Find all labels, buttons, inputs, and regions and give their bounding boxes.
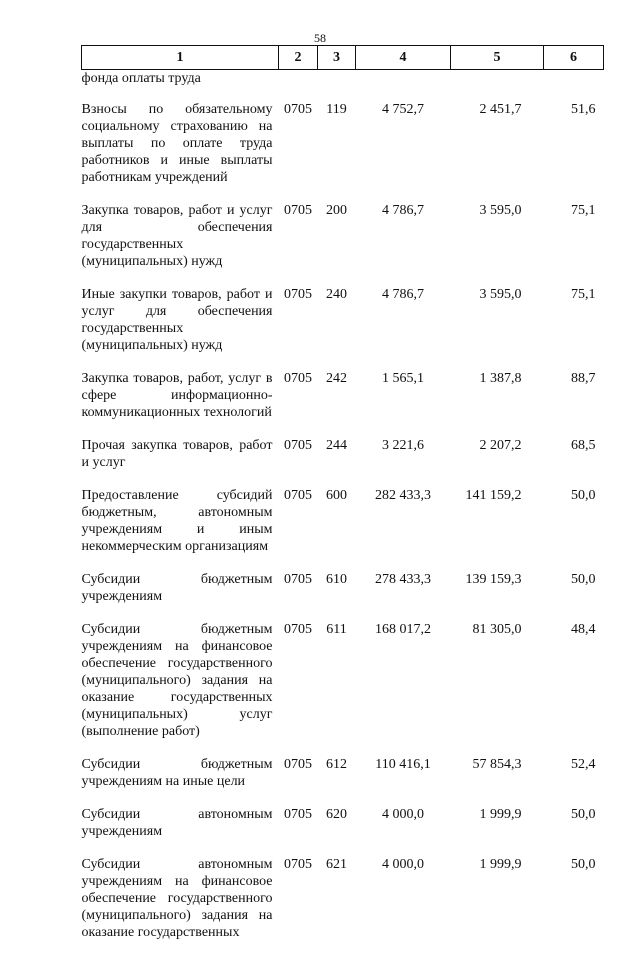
cell-c2: 0705 [284, 371, 312, 386]
cell-c5: 3 595,0 [479, 203, 522, 218]
cell-c3: 610 [326, 572, 347, 587]
cell-name: Субсидии бюджетным учреждениям [81, 572, 273, 604]
cell-c5: 2 207,2 [479, 438, 522, 453]
budget-table [81, 45, 604, 957]
cell-c6: 51,6 [571, 102, 596, 117]
cell-c2: 0705 [284, 622, 312, 637]
cell-c2: 0705 [284, 287, 312, 302]
cell-name: Иные закупки товаров, работ и услуг для обеспечения государственных (муниципальных) нужд [81, 287, 273, 353]
cell-c6: 50,0 [571, 807, 596, 822]
cell-c3: 244 [326, 438, 347, 453]
header-col-3: 3 [318, 46, 356, 70]
continuation-text: фонда оплаты труда [81, 71, 201, 86]
table-row [82, 756, 604, 806]
cell-c4: 3 221,6 [382, 438, 424, 453]
cell-c2: 0705 [284, 757, 312, 772]
cell-name: Субсидии автономным учреждениям на финансовое обеспечение государственного (муниципального) задания на оказание государственных [81, 857, 273, 940]
cell-c3: 620 [326, 807, 347, 822]
cell-c2: 0705 [284, 203, 312, 218]
header-col-1: 1 [82, 46, 279, 70]
cell-name: Субсидии автономным учреждениям [81, 807, 273, 839]
cell-name: Взносы по обязательному социальному страхованию на выплаты по оплате труда работников и иные выплаты работникам учреждений [81, 102, 273, 185]
cell-c4: 4 786,7 [382, 287, 424, 302]
table-row [82, 856, 604, 957]
cell-c5: 2 451,7 [479, 102, 522, 117]
cell-c4: 4 786,7 [382, 203, 424, 218]
cell-c2: 0705 [284, 438, 312, 453]
cell-c5: 57 854,3 [472, 757, 522, 772]
table-row [82, 571, 604, 621]
table-row [82, 437, 604, 487]
cell-c4: 4 752,7 [382, 102, 424, 117]
cell-c2: 0705 [284, 102, 312, 117]
page-number: 58 [314, 31, 326, 45]
cell-c3: 242 [326, 371, 347, 386]
cell-c4: 4 000,0 [382, 807, 424, 822]
cell-c4: 282 433,3 [375, 488, 431, 503]
cell-c3: 119 [326, 102, 347, 117]
header-col-6: 6 [544, 46, 604, 70]
cell-c5: 141 159,2 [465, 488, 522, 503]
cell-c6: 50,0 [571, 857, 596, 872]
cell-c6: 52,4 [571, 757, 596, 772]
cell-c5: 1 999,9 [479, 857, 522, 872]
cell-c2: 0705 [284, 857, 312, 872]
table-header-row [82, 46, 604, 70]
cell-c5: 81 305,0 [472, 622, 522, 637]
cell-c4: 168 017,2 [375, 622, 431, 637]
cell-name: Субсидии бюджетным учреждениям на финансовое обеспечение государственного (муниципального) задания на оказание государственных (муниципальных) услуг (выполнение работ) [81, 622, 273, 739]
cell-c5: 139 159,3 [465, 572, 522, 587]
table-row [82, 806, 604, 856]
header-col-5: 5 [451, 46, 544, 70]
cell-c3: 200 [326, 203, 347, 218]
cell-c5: 1 387,8 [479, 371, 522, 386]
table-row [82, 487, 604, 571]
cell-c3: 621 [326, 857, 347, 872]
cell-c6: 68,5 [571, 438, 596, 453]
table-row [82, 286, 604, 370]
cell-c4: 4 000,0 [382, 857, 424, 872]
cell-name: Закупка товаров, работ и услуг для обеспечения государственных (муниципальных) нужд [81, 203, 273, 269]
cell-c2: 0705 [284, 488, 312, 503]
table-row [82, 370, 604, 437]
continuation-row [82, 70, 604, 102]
cell-c2: 0705 [284, 572, 312, 587]
cell-c6: 75,1 [571, 287, 596, 302]
cell-c4: 110 416,1 [375, 757, 431, 772]
cell-c4: 278 433,3 [375, 572, 431, 587]
cell-c4: 1 565,1 [382, 371, 424, 386]
cell-c3: 240 [326, 287, 347, 302]
cell-c6: 88,7 [571, 371, 596, 386]
cell-c5: 3 595,0 [479, 287, 522, 302]
table-row [82, 202, 604, 286]
cell-c3: 600 [326, 488, 347, 503]
table-row [82, 621, 604, 756]
cell-c3: 612 [326, 757, 347, 772]
table-row [82, 101, 604, 202]
cell-c2: 0705 [284, 807, 312, 822]
cell-name: Закупка товаров, работ, услуг в сфере информационно-коммуникационных технологий [81, 371, 273, 420]
cell-c6: 50,0 [571, 488, 596, 503]
cell-c6: 48,4 [571, 622, 596, 637]
header-col-4: 4 [356, 46, 451, 70]
cell-c6: 50,0 [571, 572, 596, 587]
cell-c3: 611 [326, 622, 347, 637]
cell-name: Предоставление субсидий бюджетным, автономным учреждениям и иным некоммерческим организациям [81, 488, 273, 554]
cell-c5: 1 999,9 [479, 807, 522, 822]
cell-name: Прочая закупка товаров, работ и услуг [81, 438, 273, 470]
cell-name: Субсидии бюджетным учреждениям на иные цели [81, 757, 273, 789]
header-col-2: 2 [279, 46, 318, 70]
cell-c6: 75,1 [571, 203, 596, 218]
